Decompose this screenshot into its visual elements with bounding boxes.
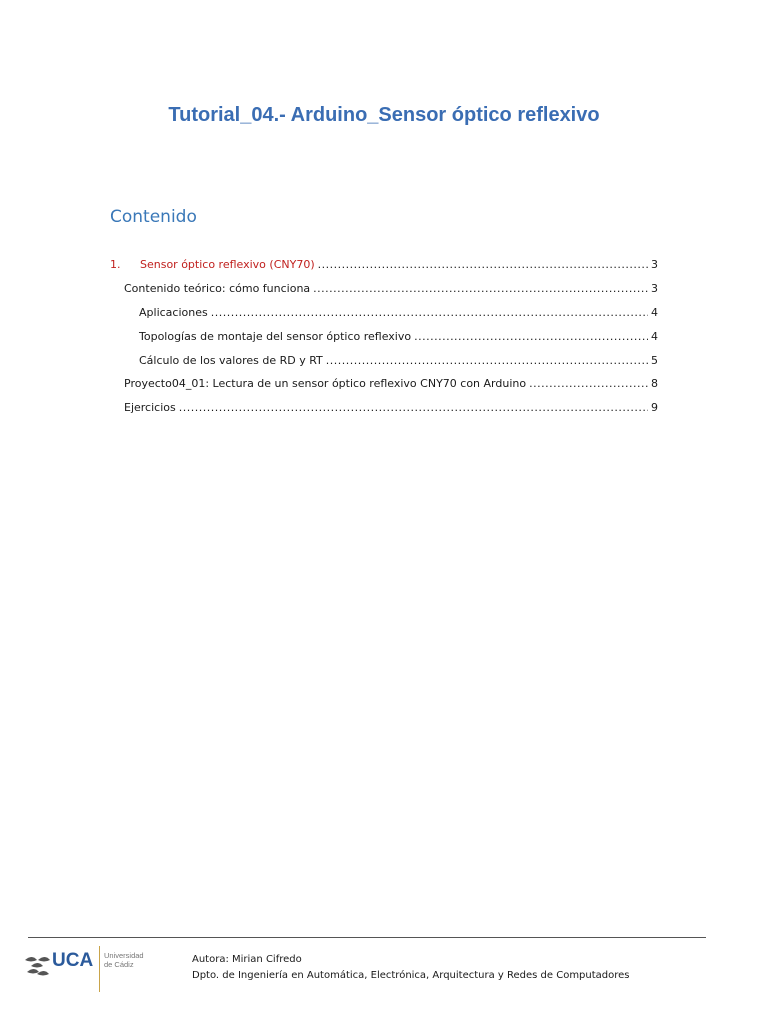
uca-logo: [22, 946, 157, 994]
logo-subtext-2: de Cádiz: [104, 960, 134, 969]
toc-entry-text: Sensor óptico reflexivo (CNY70): [140, 258, 315, 271]
toc-heading: Contenido: [110, 207, 197, 227]
toc-entry-text: Cálculo de los valores de RD y RT: [139, 354, 323, 367]
toc-entry-page: 8: [651, 377, 658, 390]
footer-divider: [28, 937, 706, 938]
toc-leader: [313, 282, 648, 295]
toc-entry-text: Aplicaciones: [139, 306, 208, 319]
logo-subtext-1: Universidad: [104, 951, 144, 960]
toc-entry-proyecto[interactable]: [124, 377, 658, 390]
logo-wordmark: UCA: [52, 950, 94, 971]
footer-text: [192, 952, 630, 984]
toc-entry-aplicaciones[interactable]: [139, 306, 658, 319]
toc-entry-calculo[interactable]: [139, 354, 658, 367]
toc-entry-text: Ejercicios: [124, 401, 176, 414]
document-title: Tutorial_04.- Arduino_Sensor óptico reflexivo: [168, 104, 600, 126]
toc-entry-page: 9: [651, 401, 658, 414]
toc-entry-topologias[interactable]: [139, 330, 658, 343]
toc-entry-text: Contenido teórico: cómo funciona: [124, 282, 311, 295]
toc-leader: [318, 258, 648, 271]
toc-entry-page: 4: [651, 330, 658, 343]
toc-leader: [414, 330, 648, 343]
uca-emblem-icon: [25, 957, 50, 976]
toc-leader: [529, 377, 648, 390]
toc-entry-page: 4: [651, 306, 658, 319]
footer-author: Autora: Mirian Cifredo: [192, 954, 302, 965]
toc-entry-number: 1.: [110, 258, 121, 271]
toc-entry-text: Proyecto04_01: Lectura de un sensor óptico reflexivo CNY70 con Arduino: [124, 377, 527, 390]
toc-entry-text: Topologías de montaje del sensor óptico reflexivo: [139, 330, 412, 343]
footer-department: Dpto. de Ingeniería en Automática, Electrónica, Arquitectura y Redes de Computadores: [192, 970, 630, 981]
toc-entry-sensor[interactable]: [110, 258, 658, 271]
logo-divider: [99, 946, 100, 992]
toc-entry-page: 3: [651, 258, 658, 271]
toc-leader: [326, 354, 648, 367]
toc-entry-page: 5: [651, 354, 658, 367]
toc-leader: [179, 401, 648, 414]
toc-entry-page: 3: [651, 282, 658, 295]
toc-entry-contenido-teorico[interactable]: [124, 282, 658, 295]
toc-leader: [211, 306, 648, 319]
toc-entry-ejercicios[interactable]: [124, 401, 658, 414]
